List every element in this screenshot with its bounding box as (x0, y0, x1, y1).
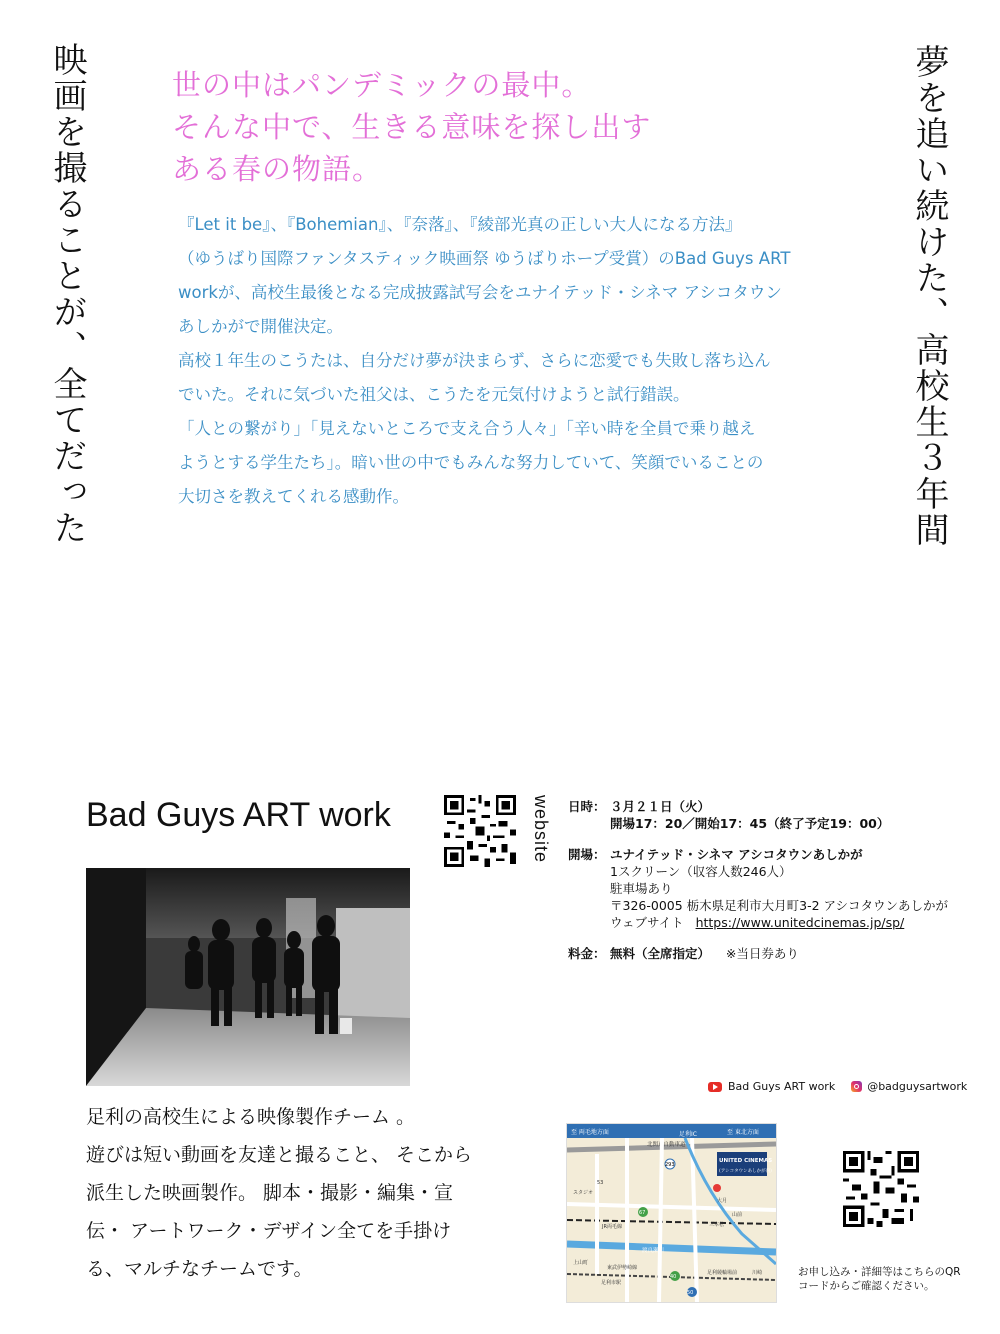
synopsis-line: あしかがで開催決定。 (178, 317, 343, 336)
team-photo (86, 868, 410, 1086)
website-label: website (531, 795, 551, 864)
tagline-line: 世の中はパンデミックの最中。 (172, 68, 592, 102)
qr-note (798, 1265, 961, 1293)
event-venue: ユナイテッド・シネマ アシコタウンあしかが (610, 847, 863, 862)
instagram-icon[interactable] (851, 1081, 862, 1092)
map-ic: 足利IC (679, 1131, 697, 1138)
fee-label: 料金： (568, 946, 606, 961)
event-time: 開場17：20／開始17：45（終了予定19：00） (610, 816, 890, 831)
team-line: 遊びは短い動画を友達と撮ること、 そこから (86, 1144, 473, 1166)
map-label-yamamae: 山前 (732, 1212, 743, 1218)
map-tobu-line: 東武伊勢崎線 (607, 1265, 638, 1271)
team-description (86, 1098, 526, 1288)
map-route-50: 50 (687, 1290, 694, 1296)
synopsis-line: ようとする学生たち」。暗い世の中でもみんな努力していて、笑顔でいることの (178, 453, 764, 472)
tagline (172, 64, 812, 190)
qr-note-line: コードからご確認ください。 (798, 1280, 935, 1292)
map-top-left: 至 両毛地方面 (571, 1129, 609, 1136)
instagram-handle[interactable]: @badguysartwork (867, 1080, 968, 1093)
date-label: 日時： (568, 799, 606, 814)
map-river: 渡良瀬川 (642, 1248, 665, 1254)
access-map (566, 1123, 777, 1303)
synopsis-line: 大切さを教えてくれる感動作。 (178, 487, 409, 506)
left-vertical-catchphrase: 映画を撮ることが、全てだった (47, 42, 87, 546)
event-date: ３月２１日（火） (610, 799, 711, 814)
website-qr-code[interactable] (444, 795, 516, 867)
team-line: 派生した映画製作。 脚本・撮影・編集・宣 (86, 1182, 454, 1204)
booking-qr-code[interactable] (843, 1151, 919, 1227)
map-label-studio: スタジオ (573, 1190, 594, 1196)
map-label-keirin: 足利競輪場前 (707, 1270, 738, 1276)
map-route-67: 67 (639, 1210, 646, 1216)
fee-note: ※当日券あり (725, 946, 799, 961)
map-label-sanbonmatsu: 三本松 (709, 1222, 725, 1228)
qr-note-line: お申し込み・詳細等はこちらのQR (798, 1266, 961, 1278)
event-screen: 1スクリーン（収容人数246人） (610, 864, 792, 879)
synopsis-line: workが、高校生最後となる完成披露試写会をユナイテッド・シネマ アシコタウン (178, 283, 782, 302)
social-links (708, 1080, 967, 1093)
synopsis-line: 「人との繋がり」「見えないところで支え合う人々」「辛い時を全員で乗り越え (178, 419, 756, 438)
map-label-route53: 53 (597, 1180, 604, 1186)
event-fee: 無料（全席指定） (610, 946, 711, 961)
tagline-line: ある春の物語。 (172, 152, 383, 186)
synopsis-line: （ゆうばり国際ファンタスティック映画祭 ゆうばりホープ受賞）のBad Guys ART (178, 249, 791, 268)
map-label-ashikaga-station: 足利市駅 (601, 1280, 622, 1286)
map-cinema: UNITED CINEMAS (719, 1158, 773, 1164)
map-route-293: 293 (665, 1162, 675, 1168)
map-highway: 北関東自動車道 (647, 1142, 686, 1148)
team-line: 足利の高校生による映像製作チーム 。 (86, 1106, 416, 1128)
map-route-40: 40 (670, 1274, 677, 1280)
team-line: る、マルチなチームです。 (86, 1258, 313, 1280)
map-cinema-sub: (アシコタウンあしかが内) (719, 1169, 772, 1174)
team-line: 伝・ アートワーク・デザイン全てを手掛け (86, 1220, 452, 1242)
map-label-otsuki: 大月 (717, 1198, 728, 1204)
brand-title: Bad Guys ART work (86, 796, 391, 834)
map-label-kawasaki: 川崎 (752, 1270, 763, 1276)
youtube-handle[interactable]: Bad Guys ART work (728, 1080, 836, 1093)
youtube-icon[interactable] (708, 1082, 722, 1092)
synopsis-line: 高校１年生のこうたは、自分だけ夢が決まらず、さらに恋愛でも失敗し落ち込ん (178, 351, 771, 370)
cinema-website-link[interactable]: https://www.unitedcinemas.jp/sp/ (695, 915, 905, 930)
tagline-line: そんな中で、生きる意味を探し出す (172, 110, 652, 144)
event-parking: 駐車場あり (610, 881, 673, 896)
event-info (568, 798, 988, 962)
map-top-right: 至 東北方面 (727, 1129, 759, 1136)
synopsis-line: 『Let it be』、『Bohemian』、『奈落』、『綾部光真の正しい大人になる方法』 (178, 215, 742, 234)
synopsis-line: でいた。それに気づいた祖父は、こうたを元気付けようと試行錯誤。 (178, 385, 690, 404)
map-jr-line: JR両毛線 (602, 1224, 622, 1230)
synopsis (178, 208, 868, 514)
venue-label: 開場： (568, 847, 606, 862)
right-vertical-catchphrase: 夢を追い続けた、高校生３年間 (909, 44, 949, 548)
event-address: 〒326-0005 栃木県足利市大月町3-2 アシコタウンあしかが (610, 898, 949, 913)
map-label-uwayama: 上山町 (573, 1260, 589, 1266)
website-prefix: ウェブサイト (610, 915, 684, 930)
